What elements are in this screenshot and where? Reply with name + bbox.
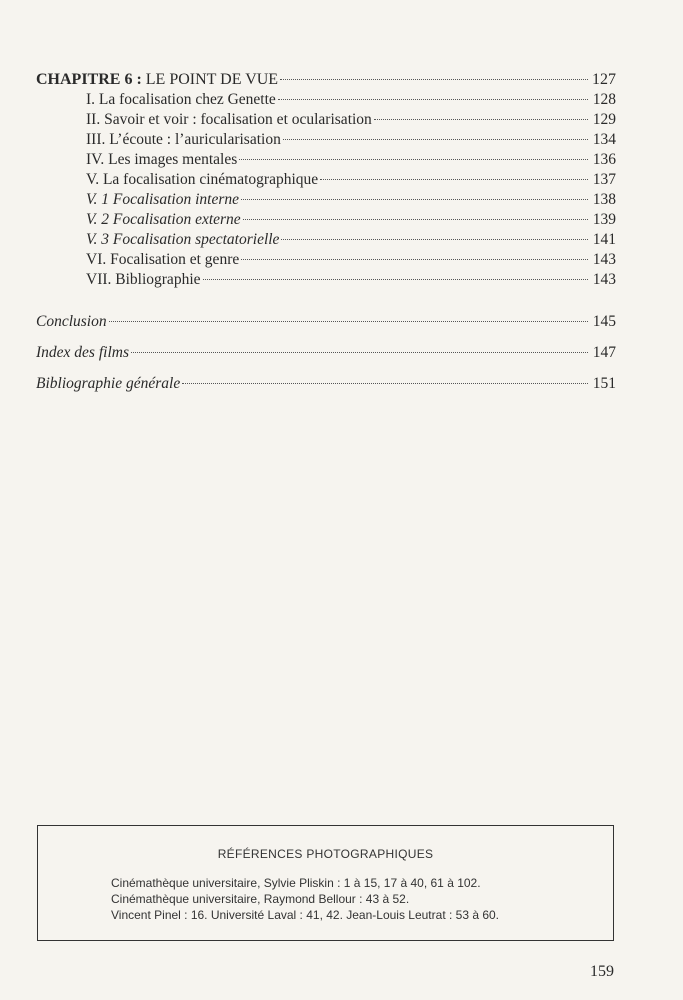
toc-page-number: 151 — [592, 375, 616, 392]
table-of-contents — [36, 70, 616, 394]
toc-section-entry[interactable] — [36, 170, 616, 190]
toc-page-number: 147 — [592, 344, 616, 361]
toc-page-number: 138 — [592, 191, 616, 208]
dot-leader — [320, 179, 588, 180]
reference-line: Vincent Pinel : 16. Université Laval : 41, 42. Jean-Louis Leutrat : 53 à 60. — [111, 908, 500, 922]
toc-chapter-entry[interactable] — [36, 70, 616, 90]
dot-leader — [241, 259, 588, 260]
toc-section-entry[interactable] — [36, 90, 616, 110]
toc-backmatter-title: Conclusion — [36, 313, 107, 330]
toc-page-number: 141 — [592, 231, 616, 248]
dot-leader — [109, 321, 588, 322]
toc-subsection-entry[interactable] — [36, 230, 616, 250]
toc-page-number: 127 — [592, 71, 616, 88]
toc-section-entry[interactable] — [36, 110, 616, 130]
dot-leader — [203, 279, 588, 280]
toc-page-number: 128 — [592, 91, 616, 108]
toc-chapter-title — [36, 70, 278, 90]
toc-chapter-name: LE POINT DE VUE — [145, 71, 279, 88]
dot-leader — [239, 159, 588, 160]
toc-section-title: III. L’écoute : l’auricularisation — [86, 131, 281, 148]
dot-leader — [280, 79, 588, 80]
toc-page-number: 145 — [592, 313, 616, 330]
toc-backmatter-title: Bibliographie générale — [36, 375, 181, 392]
reference-line: Cinémathèque universitaire, Raymond Bellour : 43 à 52. — [111, 892, 410, 906]
toc-subsection-title: V. 1 Focalisation interne — [86, 191, 239, 208]
toc-subsection-title: V. 3 Focalisation spectatorielle — [86, 231, 280, 248]
toc-section-title: V. La focalisation cinématographique — [86, 171, 319, 188]
toc-conclusion-entry[interactable] — [36, 312, 616, 332]
dot-leader — [241, 199, 588, 200]
references-heading: RÉFÉRENCES PHOTOGRAPHIQUES — [217, 847, 434, 861]
dot-leader — [131, 352, 588, 353]
toc-section-entry[interactable] — [36, 270, 616, 290]
toc-section-title: VII. Bibliographie — [86, 271, 201, 288]
toc-page-number: 143 — [592, 251, 616, 268]
toc-section-entry[interactable] — [36, 130, 616, 150]
toc-section-entry[interactable] — [36, 250, 616, 270]
toc-subsection-entry[interactable] — [36, 210, 616, 230]
references-list — [38, 875, 613, 923]
dot-leader — [182, 383, 588, 384]
toc-page-number: 137 — [592, 171, 616, 188]
photo-references-box — [37, 825, 614, 941]
toc-section-title: II. Savoir et voir : focalisation et ocularisation — [86, 111, 372, 128]
dot-leader — [374, 119, 588, 120]
page-number: 159 — [590, 963, 614, 980]
toc-page-number: 136 — [592, 151, 616, 168]
dot-leader — [281, 239, 588, 240]
toc-page-number: 139 — [592, 211, 616, 228]
toc-chapter-label: CHAPITRE 6 : — [36, 71, 142, 88]
dot-leader — [283, 139, 588, 140]
toc-index-entry[interactable] — [36, 343, 616, 363]
toc-section-title: IV. Les images mentales — [86, 151, 238, 168]
toc-section-title: VI. Focalisation et genre — [86, 251, 240, 268]
dot-leader — [278, 99, 588, 100]
toc-page-number: 134 — [592, 131, 616, 148]
toc-subsection-title: V. 2 Focalisation externe — [86, 211, 241, 228]
toc-page-number: 129 — [592, 111, 616, 128]
toc-page-number: 143 — [592, 271, 616, 288]
dot-leader — [243, 219, 588, 220]
toc-subsection-entry[interactable] — [36, 190, 616, 210]
toc-section-entry[interactable] — [36, 150, 616, 170]
reference-line: Cinémathèque universitaire, Sylvie Pliskin : 1 à 15, 17 à 40, 61 à 102. — [111, 876, 481, 890]
toc-section-title: I. La focalisation chez Genette — [86, 91, 276, 108]
toc-bibliography-entry[interactable] — [36, 374, 616, 394]
toc-backmatter-title: Index des films — [36, 344, 129, 361]
